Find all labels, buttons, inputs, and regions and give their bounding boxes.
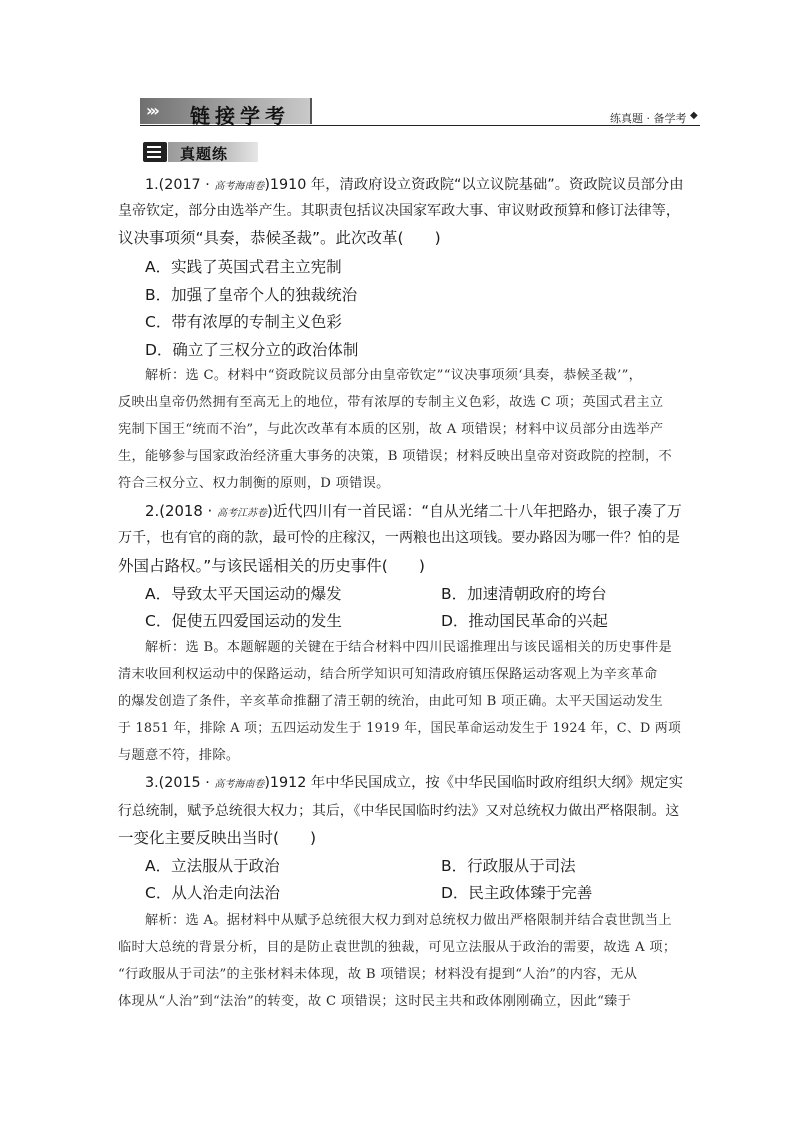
- q2-analysis-1: 解析：选 B。本题解题的关键在于结合材料中四川民谣推理出与该民谣相关的历史事件是: [145, 640, 673, 655]
- diamond-icon: ◆: [690, 110, 698, 121]
- header-divider: [140, 125, 700, 126]
- q1-analysis-5: 符合三权分立、权力制衡的原则，D 项错误。: [118, 476, 390, 491]
- q3-line2: 行总统制，赋予总统很大权力；其后，《中华民国临时约法》又对总统权力做出严格限制。这: [118, 803, 680, 819]
- q3-option-d: D．民主政体臻于完善: [441, 884, 593, 902]
- q3-option-b: B．行政服从于司法: [441, 857, 576, 875]
- q2-option-c: C．促使五四爱国运动的发生: [145, 612, 342, 630]
- q1-analysis-3: 宪制下国王“统而不治”，与此次改革有本质的区别，故 A 项错误；材料中议员部分由选举产: [118, 422, 664, 437]
- banner-title: 链接学考: [190, 104, 290, 128]
- q1-source: 高考海南卷: [214, 181, 265, 192]
- q2-text1: )近代四川有一首民谣：“自从光绪二十八年把路办，银子凑了万: [266, 502, 682, 520]
- book-stack-icon: [143, 142, 167, 162]
- q3-number: 3.: [145, 775, 159, 791]
- q1-option-d: D．确立了三权分立的政治体制: [145, 341, 359, 359]
- q2-line1: [145, 500, 682, 521]
- q3-analysis-2: 临时大总统的背景分析，目的是防止袁世凯的独裁，可见立法服从于政治的需要，故选 A 项；: [118, 940, 677, 955]
- chevron-right-icon: ›››: [146, 101, 157, 120]
- q1-analysis-2: 反映出皇帝仍然拥有至高无上的地位，带有浓厚的专制主义色彩，故选 C 项；英国式君主立: [118, 395, 664, 410]
- q3-option-a: A．立法服从于政治: [145, 857, 280, 875]
- q2-analysis-2: 清末收回利权运动中的保路运动，结合所学知识可知清政府镇压保路运动客观上为辛亥革命: [118, 667, 658, 682]
- q2-option-d: D．推动国民革命的兴起: [441, 612, 608, 630]
- q2-analysis-4: 于 1851 年，排除 A 项；五四运动发生于 1919 年，国民革命运动发生于 1924 年，C、D 两项: [118, 721, 682, 736]
- q2-option-b: B．加速清朝政府的垮台: [441, 585, 607, 603]
- q2-source: 高考江苏卷: [216, 508, 267, 519]
- q2-option-a: A．导致太平天国运动的爆发: [145, 585, 342, 603]
- section-title: 真题练: [180, 145, 229, 163]
- header-subtitle: 练真题 · 备学考: [610, 112, 687, 125]
- q1-option-a: A．实践了英国式君主立宪制: [145, 258, 342, 276]
- q3-option-c: C．从人治走向法治: [145, 884, 280, 902]
- q2-analysis-3: 的爆发创造了条件，辛亥革命推翻了清王朝的统治，由此可知 B 项正确。太平天国运动发生: [118, 694, 663, 709]
- q2-year: (2018 ·: [159, 502, 217, 520]
- q2-line2: 万千，也有官的商的款，最可怜的庄稼汉，一两粮也出这项钱。要办路因为哪一件？怕的是: [118, 530, 680, 546]
- q2-number: 2.: [145, 502, 160, 520]
- q3-source: 高考海南卷: [214, 779, 265, 790]
- q3-analysis-1: 解析：选 A。据材料中从赋予总统很大权力到对总统权力做出严格限制并结合袁世凯当上: [145, 913, 672, 928]
- q1-line2: 皇帝钦定，部分由选举产生。其职责包括议决国家军政大事、审议财政预算和修订法律等，: [118, 203, 680, 219]
- q1-analysis-1: 解析：选 C。材料中“资政院议员部分由皇帝钦定”“议决事项须‘具奏，恭候圣裁’”，: [145, 368, 643, 383]
- q3-analysis-4: 体现从“人治”到“法治”的转变，故 C 项错误；这时民主共和政体刚刚确立，因此“臻于: [118, 994, 632, 1009]
- q1-analysis-4: 生，能够参与国家政治经济重大事务的决策，B 项错误；材料反映出皇帝对资政院的控制，不: [118, 449, 672, 464]
- q3-line3: 一变化主要反映出当时( ): [118, 829, 317, 847]
- q3-year: (2015 ·: [158, 775, 215, 791]
- q3-text1: )1912 年中华民国成立，按《中华民国临时政府组织大纲》规定实: [264, 775, 684, 791]
- q1-number: 1.: [145, 177, 159, 193]
- q1-text1: )1910 年，清政府设立资政院“以立议院基础”。资政院议员部分由: [264, 177, 684, 193]
- q1-line1: [145, 174, 684, 194]
- q1-option-b: B．加强了皇帝个人的独裁统治: [145, 286, 358, 304]
- q2-analysis-5: 与题意不符，排除。: [118, 748, 240, 763]
- q1-option-c: C．带有浓厚的专制主义色彩: [145, 313, 342, 331]
- q1-line3: 议决事项须“具奏，恭候圣裁”。此次改革( ): [118, 229, 441, 247]
- q3-line1: [145, 772, 683, 792]
- q1-year: (2017 ·: [158, 177, 215, 193]
- q2-line3: 外国占路权。”与该民谣相关的历史事件( ): [118, 557, 425, 575]
- q3-analysis-3: “行政服从于司法”的主张材料未体现，故 B 项错误；材料没有提到“人治”的内容，无从: [118, 967, 638, 982]
